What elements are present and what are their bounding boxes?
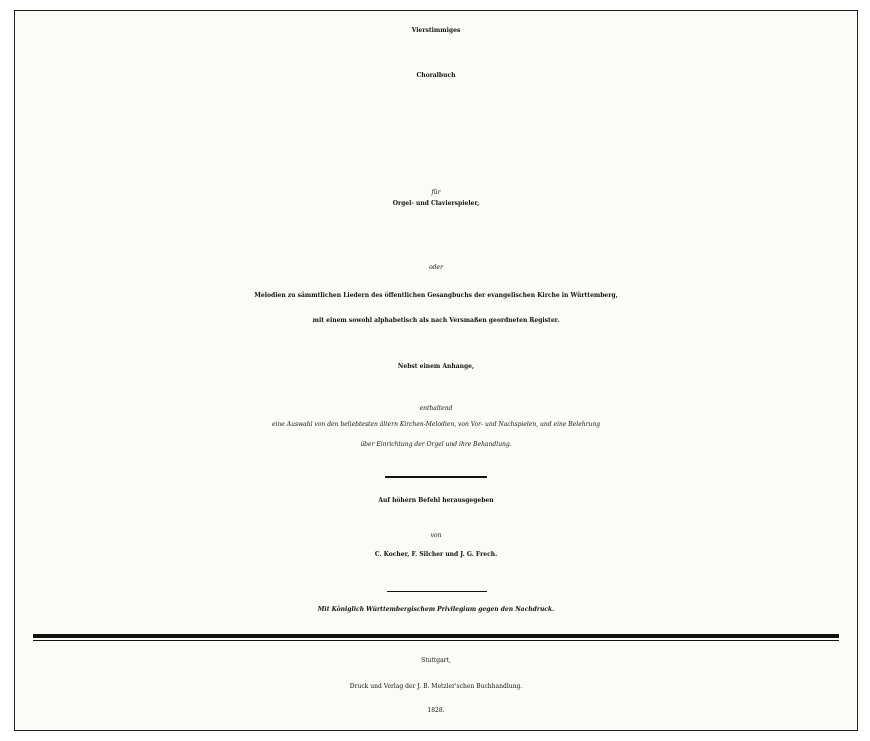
appendix-description-line-1: eine Auswahl von den beliebtesten ältern Kirchen-Melodien, von Vor- und Nachspielen, und eine Belehrung xyxy=(271,421,601,428)
title-line-von: von xyxy=(430,532,442,539)
main-title-choralbuch: Choralbuch xyxy=(416,72,456,79)
title-line-fuer: für xyxy=(431,189,441,196)
appendix-description-line-2: über Einrichtung der Orgel und ihre Behandlung. xyxy=(360,441,512,448)
description-line-2: mit einem sowohl alphabetisch als nach Versmaßen geordneten Register. xyxy=(312,317,560,324)
title-line-oder: oder xyxy=(429,264,443,271)
title-page xyxy=(14,10,858,731)
imprint-publisher: Druck und Verlag der J. B. Metzler'schen Buchhandlung. xyxy=(349,683,523,690)
imprint-place: Stuttgart, xyxy=(421,657,451,664)
divider-thin xyxy=(387,591,487,592)
divider-thick-secondary xyxy=(33,640,839,641)
imprint-year: 1828. xyxy=(427,707,445,714)
description-line-1: Melodien zu sämmtlichen Liedern des öffentlichen Gesangbuchs der evangelischen Kirche in Württemberg, xyxy=(254,292,618,299)
title-line-vierstimmiges: Vierstimmiges xyxy=(411,27,461,34)
appendix-heading: Nebst einem Anhange, xyxy=(397,363,475,370)
appendix-enthaltend: enthaltend xyxy=(419,405,453,412)
publication-order: Auf höhern Befehl herausgegeben xyxy=(378,497,494,504)
privilege-note: Mit Königlich Württembergischem Privilegium gegen den Nachdruck. xyxy=(317,606,555,613)
editors: C. Kocher, F. Silcher und J. G. Frech. xyxy=(374,551,498,558)
subtitle-orgel-clavierspieler: Orgel- und Clavierspieler, xyxy=(392,200,480,207)
divider-thick xyxy=(33,634,839,638)
divider-short xyxy=(385,476,487,478)
